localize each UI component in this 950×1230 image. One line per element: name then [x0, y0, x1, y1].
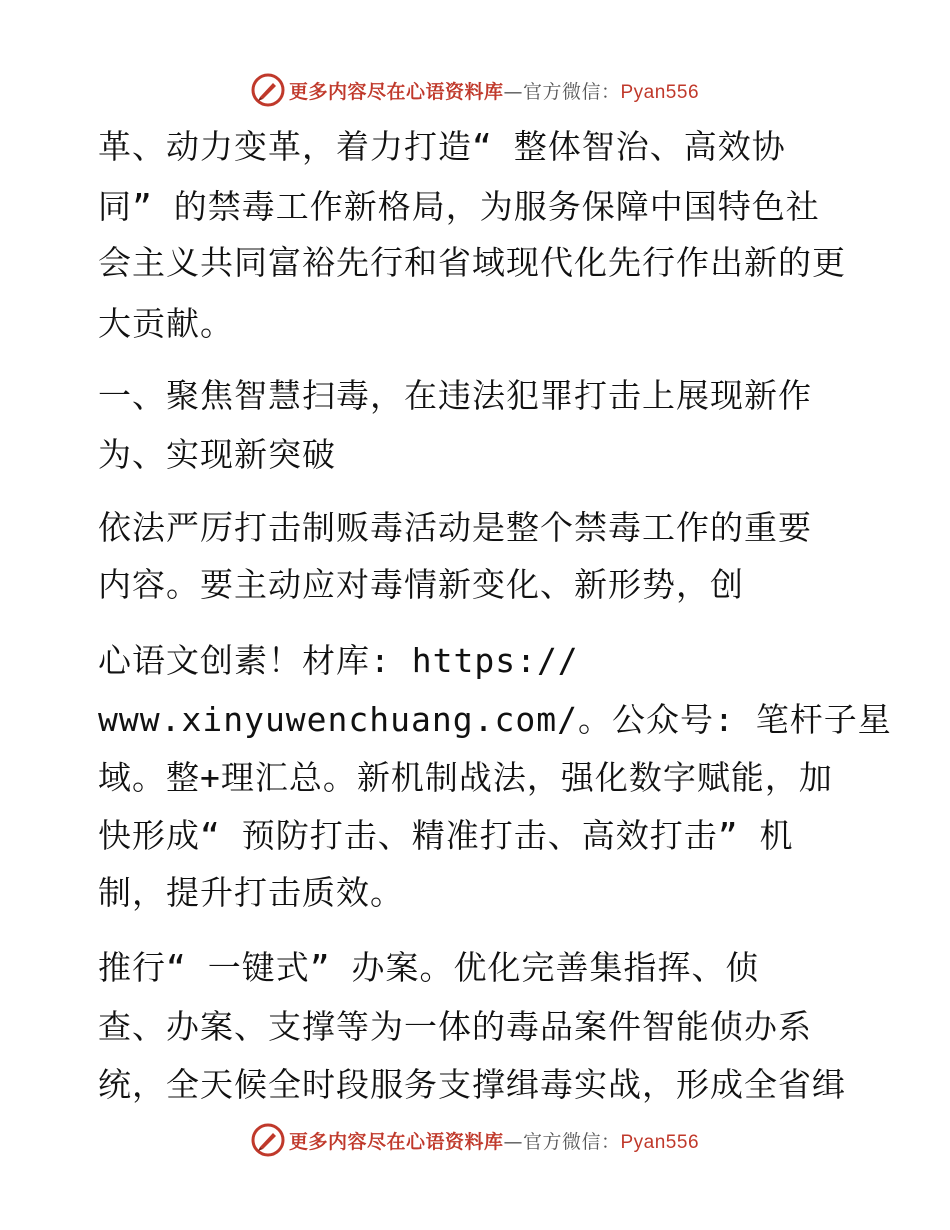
footer-banner — [0, 1120, 950, 1160]
body-line: 心语文创素！材库: https:// — [98, 641, 579, 680]
body-line: 会主义共同富裕先行和省域现代化先行作出新的更 — [98, 243, 846, 282]
body-line: 革、动力变革，着力打造“ 整体智治、高效协 — [98, 127, 786, 166]
banner-id: Pyan556 — [620, 81, 700, 103]
body-line: 域。整+理汇总。新机制战法，强化数字赋能，加 — [98, 758, 833, 797]
banner-dash: — — [503, 1130, 523, 1153]
logo-icon — [251, 1123, 285, 1157]
body-line: 依法严厉打击制贩毒活动是整个禁毒工作的重要 — [98, 508, 812, 547]
body-line: 快形成“ 预防打击、精准打击、高效打击” 机 — [98, 816, 794, 855]
body-line: 推行“ 一键式” 办案。优化完善集指挥、侦 — [98, 948, 760, 987]
body-line: 统，全天候全时段服务支撑缉毒实战，形成全省缉 — [98, 1065, 846, 1104]
banner-official: 官方微信： — [522, 80, 621, 103]
banner-official: 官方微信： — [522, 1130, 621, 1153]
body-line: 内容。要主动应对毒情新变化、新形势，创 — [98, 565, 744, 604]
footer-banner-text — [289, 1127, 699, 1154]
banner-main: 更多内容尽在心语资料库 — [288, 80, 504, 103]
section-heading: 为、实现新突破 — [98, 435, 336, 474]
body-line: 同” 的禁毒工作新格局，为服务保障中国特色社 — [98, 187, 820, 226]
banner-dash: — — [503, 80, 523, 103]
header-banner-text — [289, 77, 699, 104]
body-line: 制，提升打击质效。 — [98, 873, 404, 912]
logo-icon — [251, 73, 285, 107]
banner-main: 更多内容尽在心语资料库 — [288, 1130, 504, 1153]
header-banner — [0, 70, 950, 110]
section-heading: 一、聚焦智慧扫毒，在违法犯罪打击上展现新作 — [98, 376, 812, 415]
body-line: www.xinyuwenchuang.com/。公众号: 笔杆子星 — [98, 700, 892, 739]
banner-id: Pyan556 — [620, 1131, 700, 1153]
body-line: 大贡献。 — [98, 304, 234, 343]
body-line: 查、办案、支撑等为一体的毒品案件智能侦办系 — [98, 1007, 812, 1046]
